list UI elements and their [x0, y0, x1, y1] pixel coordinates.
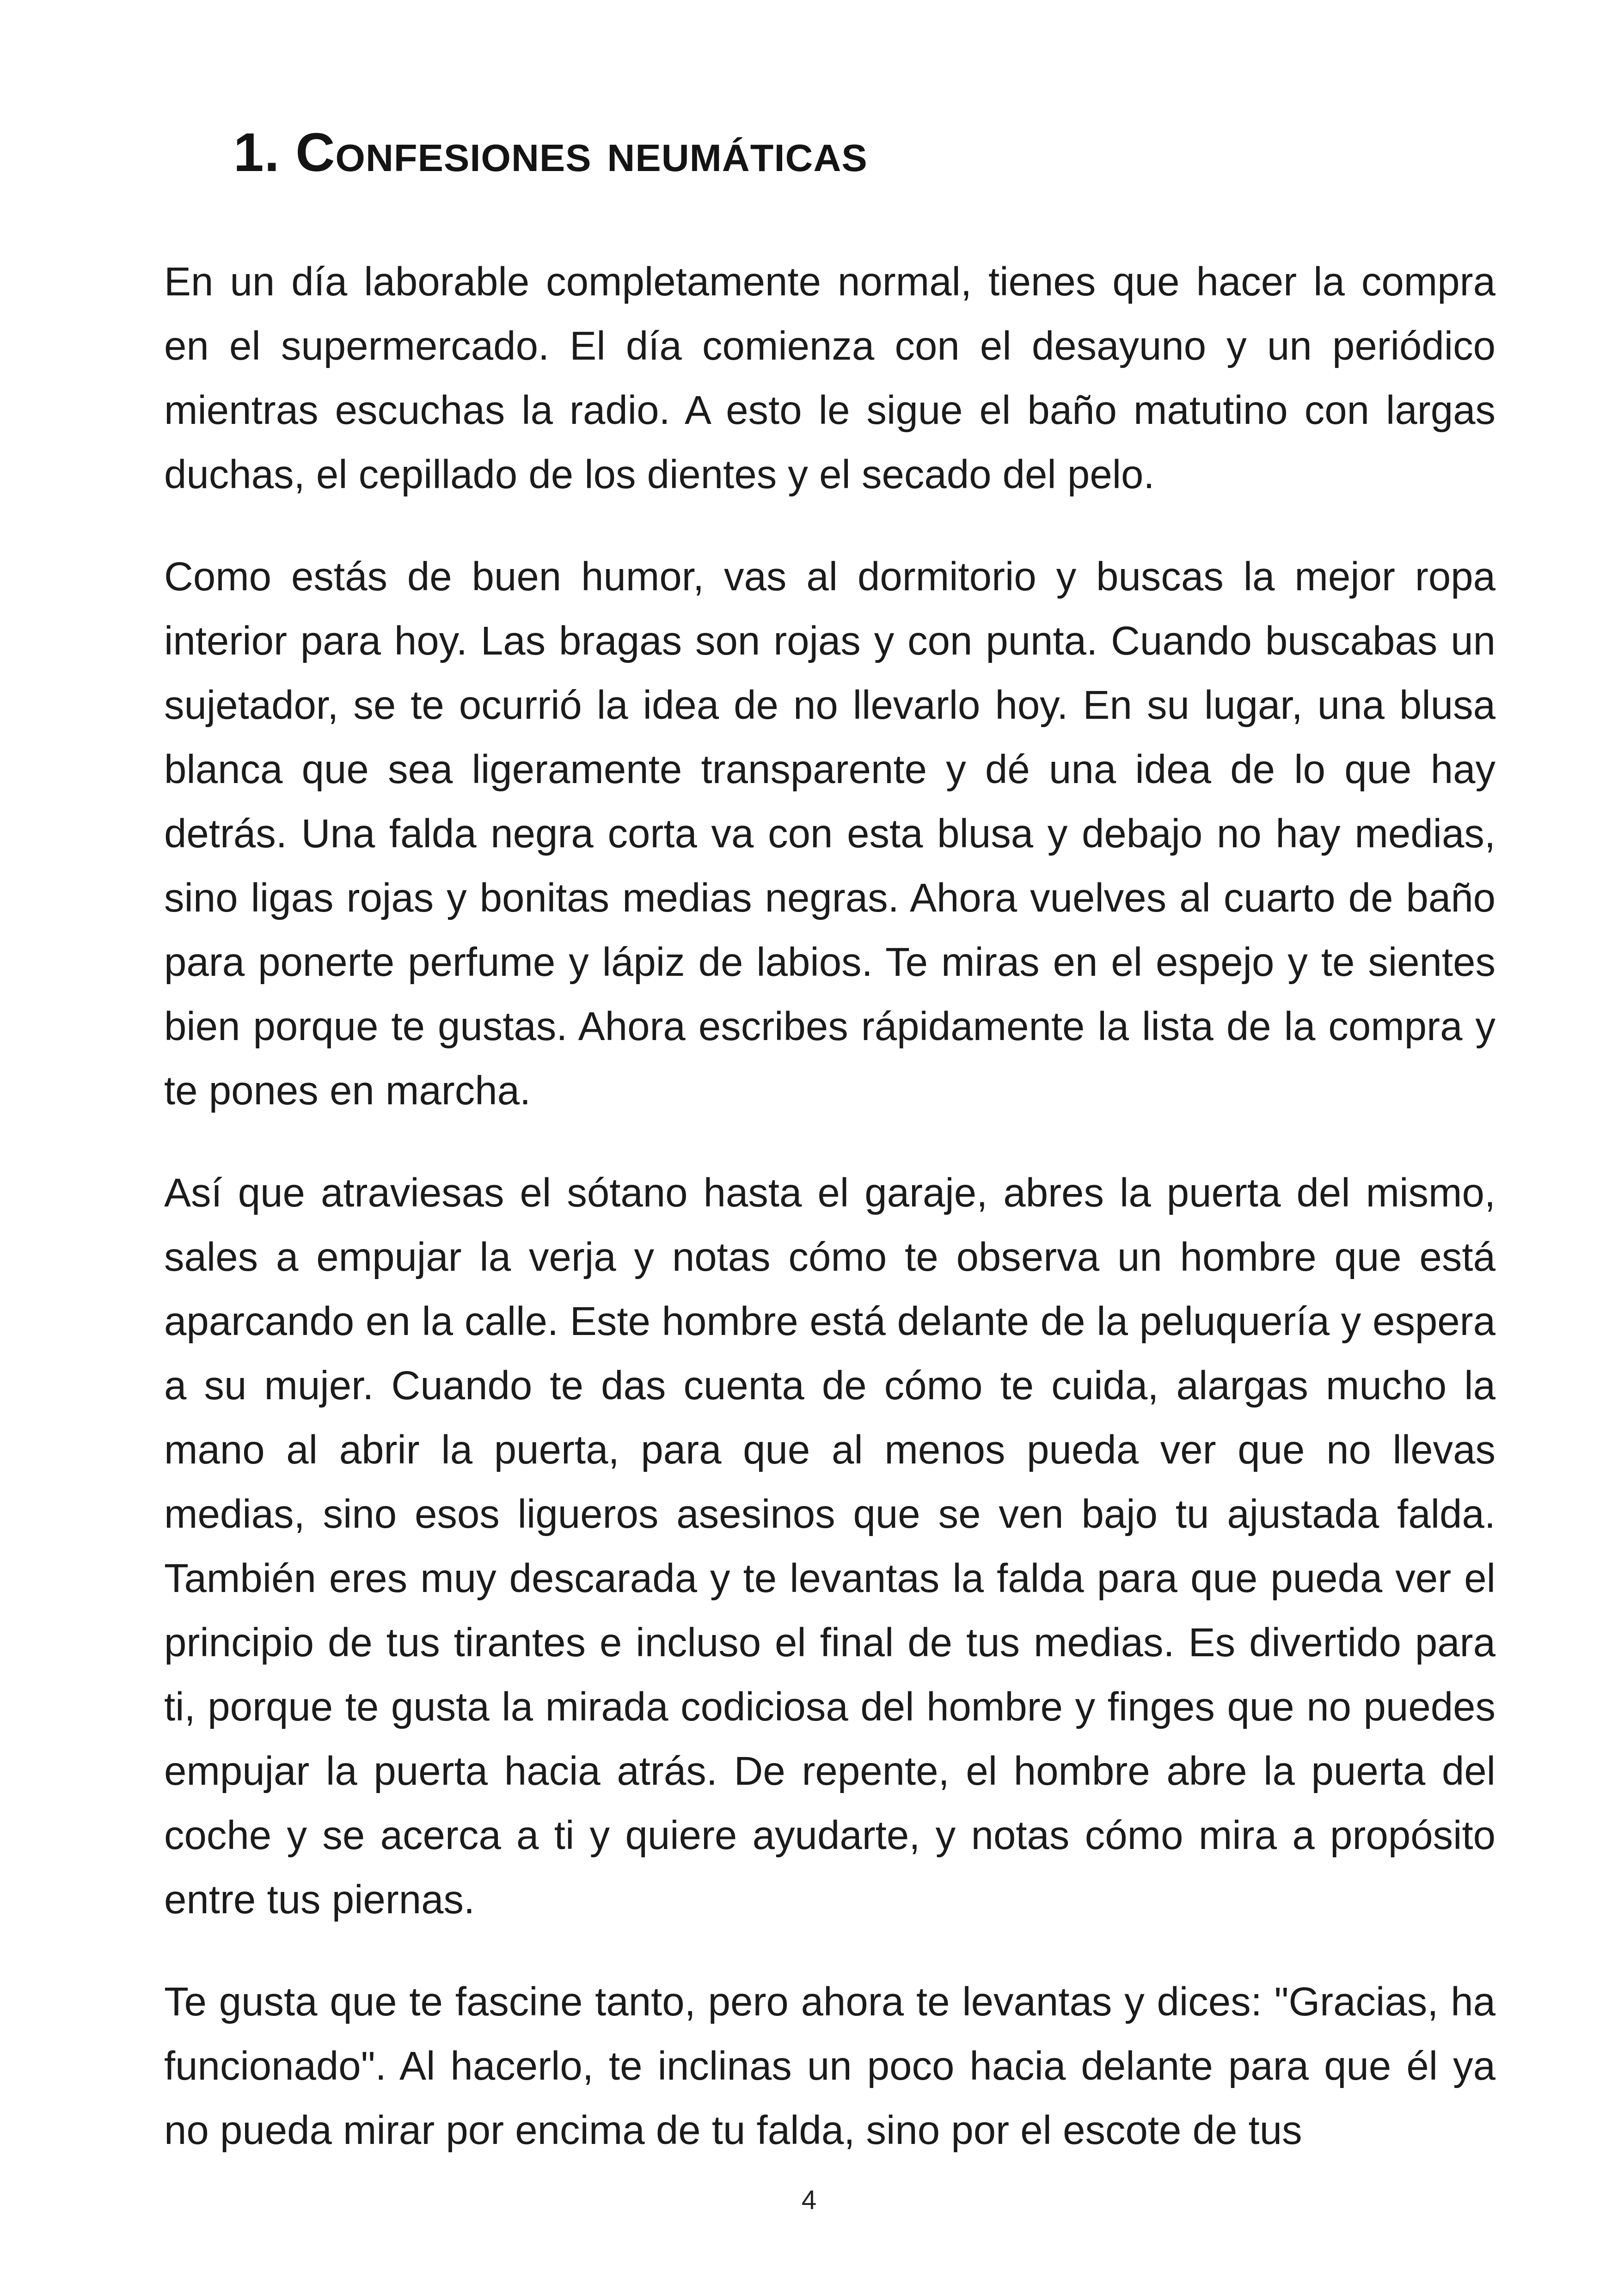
page-number: 4	[801, 2185, 817, 2215]
chapter-number: 1.	[233, 122, 280, 183]
body-text	[164, 250, 1495, 2200]
chapter-title: Confesiones neumáticas	[295, 122, 868, 183]
paragraph: Te gusta que te fascine tanto, pero ahora te levantas y dices: "Gracias, ha funcionado". Al hacerlo, te inclinas un poco hacia delante para que él ya no pueda mirar por encima de tu falda, sino por el escote de tus	[164, 1979, 1495, 2153]
paragraph: Así que atraviesas el sótano hasta el garaje, abres la puerta del mismo, sales a empujar la verja y notas cómo te observa un hombre que está aparcando en la calle. Este hombre está delante de la peluquería y espera a su mujer. Cuando te das cuenta de cómo te cuida, alargas mucho la mano al abrir la puerta, para que al menos pueda ver que no llevas medias, sino esos ligueros asesinos que se ven bajo tu ajustada falda. También eres muy descarada y te levantas la falda para que pueda ver el principio de tus tirantes e incluso el final de tus medias. Es divertido para ti, porque te gusta la mirada codiciosa del hombre y finges que no puedes empujar la puerta hacia atrás. De repente, el hombre abre la puerta del coche y se acerca a ti y quiere ayudarte, y notas cómo mira a propósito entre tus piernas.	[164, 1170, 1495, 1922]
chapter-heading	[233, 113, 868, 192]
paragraph: En un día laborable completamente normal, tienes que hacer la compra en el supermercado. El día comienza con el desayuno y un periódico mientras escuchas la radio. A esto le sigue el baño matutino con largas duchas, el cepillado de los dientes y el secado del pelo.	[164, 259, 1495, 497]
paragraph: Como estás de buen humor, vas al dormitorio y buscas la mejor ropa interior para hoy. Las bragas son rojas y con punta. Cuando buscabas un sujetador, se te ocurrió la idea de no llevarlo hoy. En su lugar, una blusa blanca que sea ligeramente transparente y dé una idea de lo que hay detrás. Una falda negra corta va con esta blusa y debajo no hay medias, sino ligas rojas y bonitas medias negras. Ahora vuelves al cuarto de baño para ponerte perfume y lápiz de labios. Te miras en el espejo y te sientes bien porque te gustas. Ahora escribes rápidamente la lista de la compra y te pones en marcha.	[164, 554, 1495, 1113]
